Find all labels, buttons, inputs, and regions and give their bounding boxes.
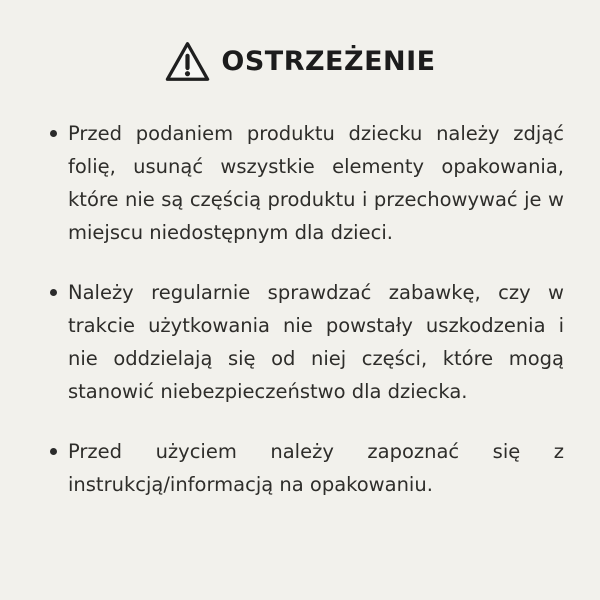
warning-item — [50, 435, 564, 501]
warning-item — [50, 276, 564, 408]
warning-item-text: Przed podaniem produktu dziecku należy zdjąć folię, usunąć wszystkie elementy opakowania, które nie są częścią produktu i przechowywać je w miejscu niedostępnym dla dzieci. — [68, 122, 564, 244]
warning-header — [36, 40, 564, 83]
warning-title: OSTRZEŻENIE — [221, 46, 436, 77]
warning-triangle-icon — [164, 40, 211, 83]
warning-list — [36, 117, 564, 501]
warning-item-text: Należy regularnie sprawdzać zabawkę, czy w trakcie użytkowania nie powstały uszkodzenia i nie oddzielają się od niej części, które mogą stanowić niebezpieczeństwo dla dziecka. — [68, 281, 564, 403]
warning-item-text: Przed użyciem należy zapoznać się z instrukcją/informacją na opakowaniu. — [68, 440, 564, 496]
warning-item — [50, 117, 564, 249]
